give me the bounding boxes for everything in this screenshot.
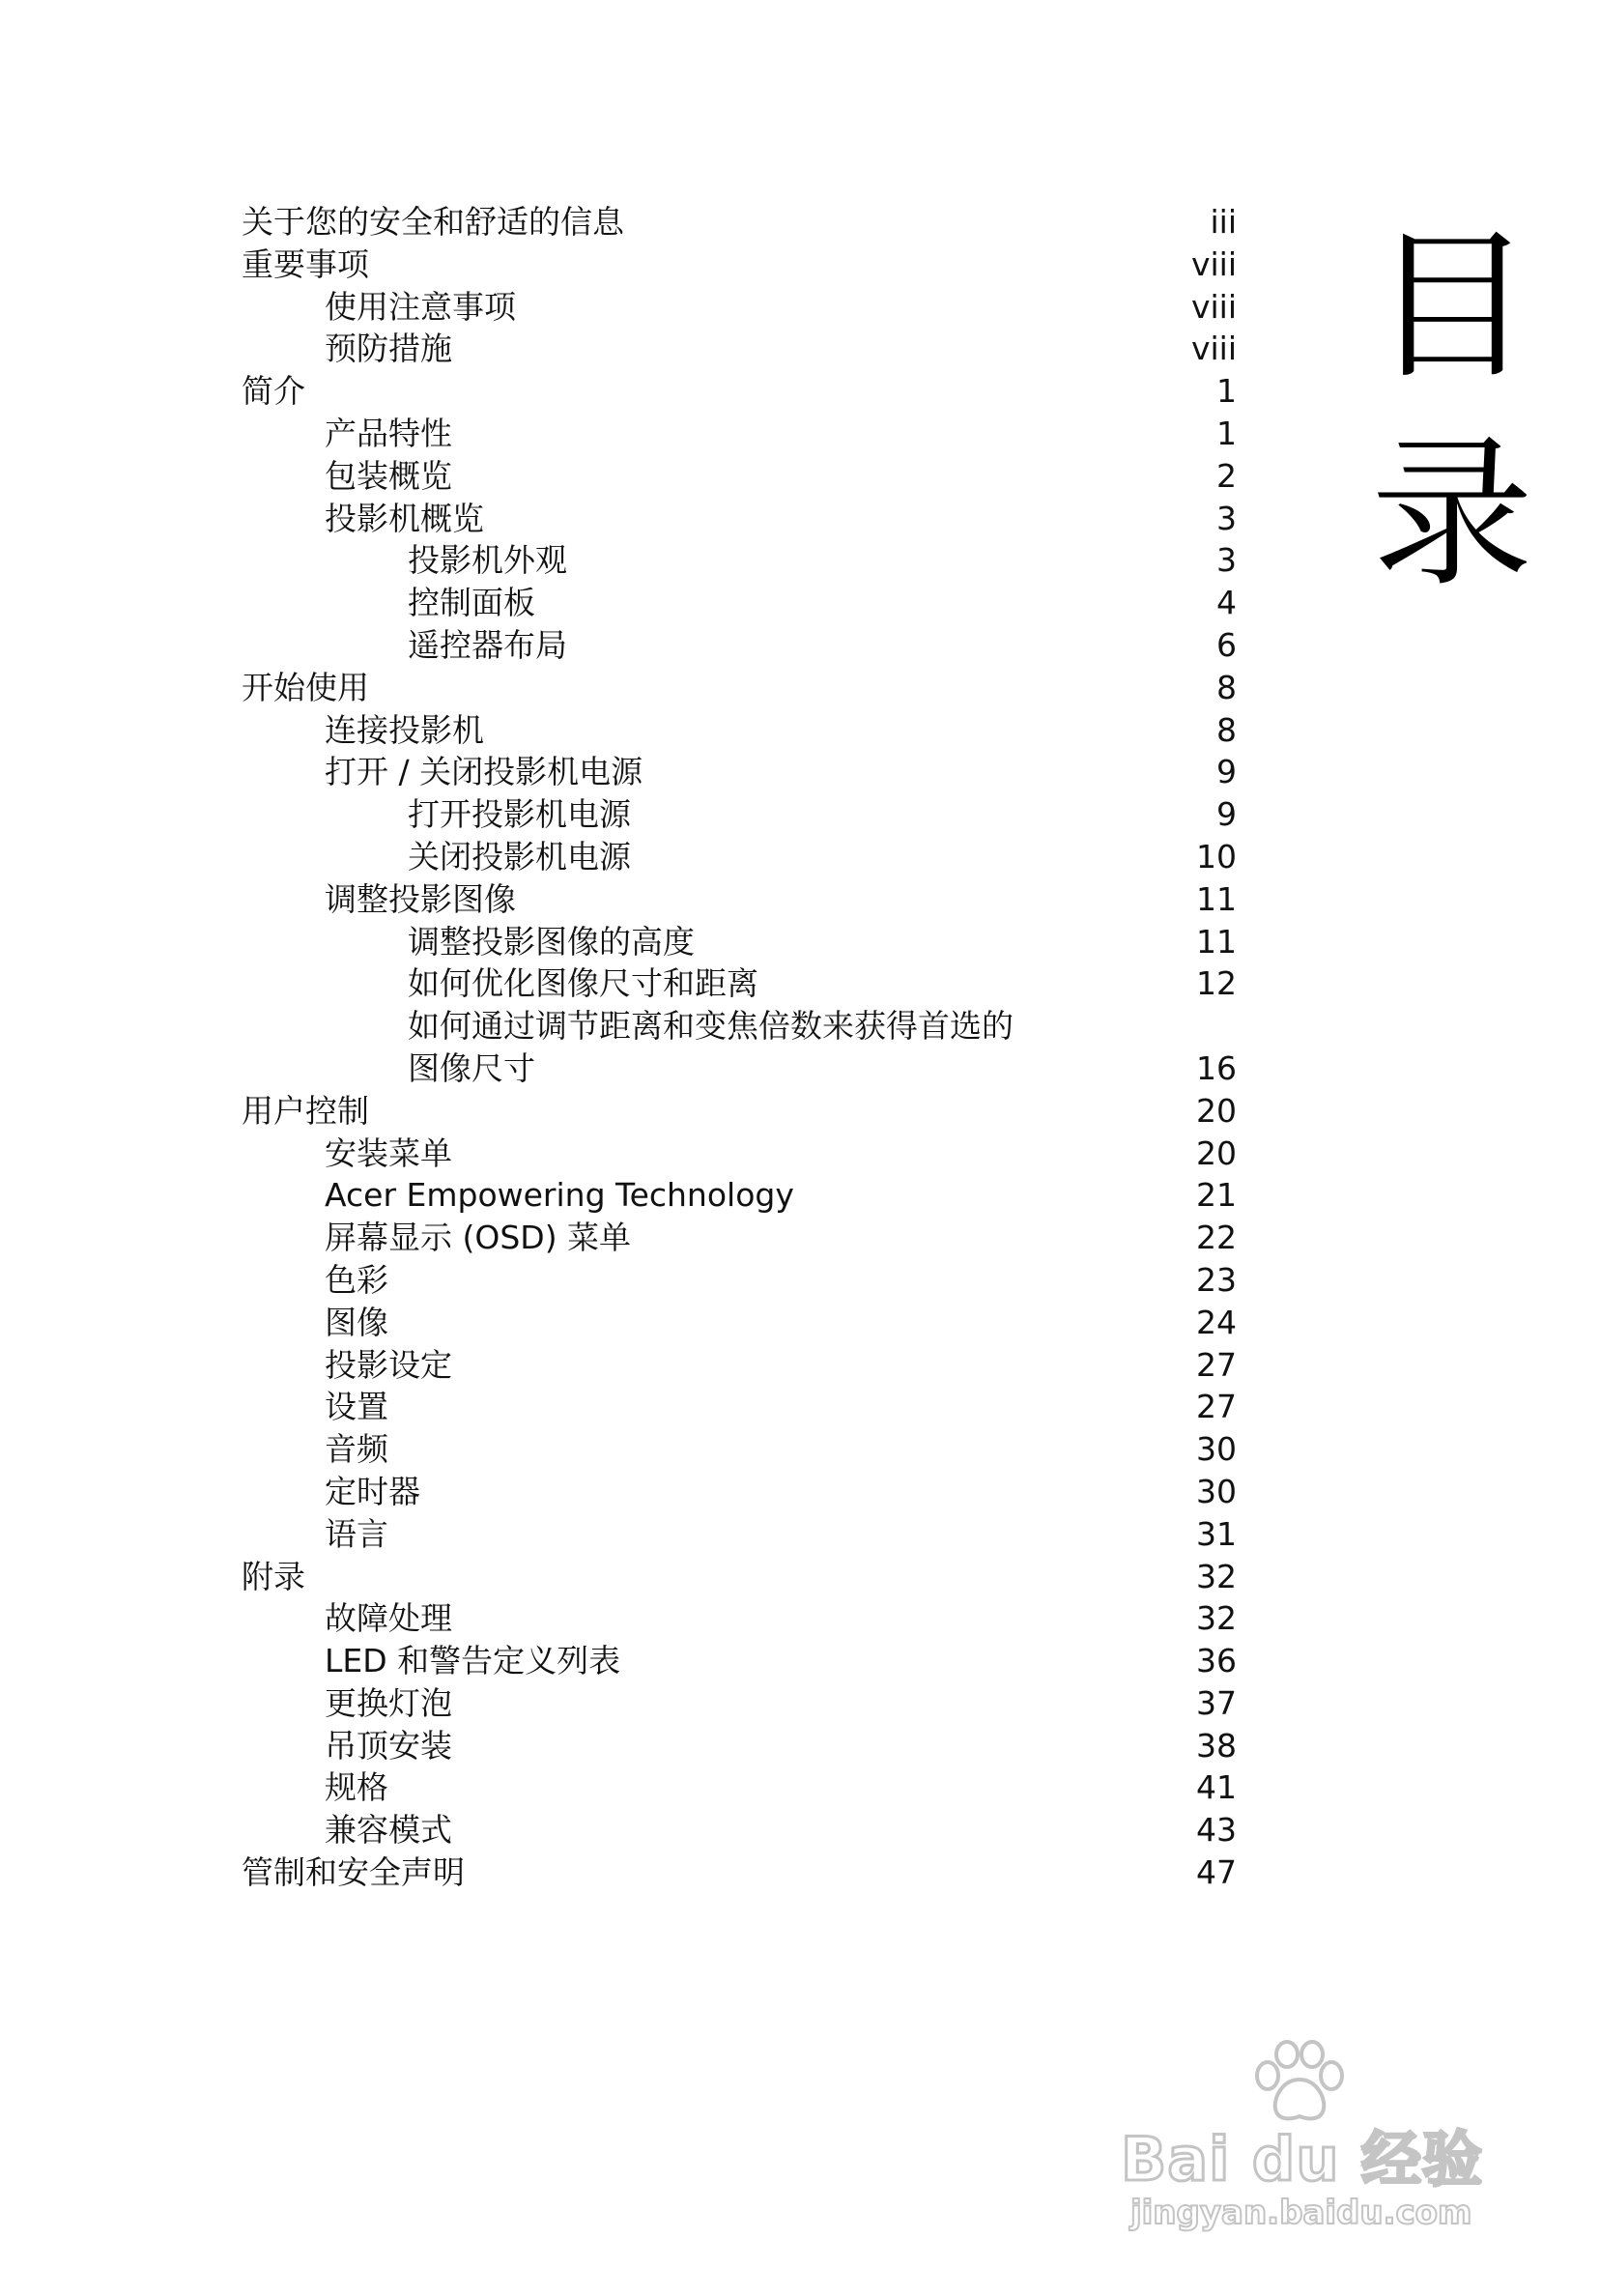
toc-entry-title: Acer Empowering Technology (325, 1176, 794, 1215)
toc-entry (242, 582, 1237, 624)
toc-entry-page: 31 (1196, 1514, 1237, 1553)
toc-entry (242, 1597, 1237, 1640)
toc-entry-title: 语言 (325, 1514, 388, 1553)
toc-entry-page: 43 (1196, 1811, 1237, 1850)
toc-entry-title: 色彩 (325, 1260, 388, 1299)
toc-heading (1360, 203, 1544, 618)
toc-entry-title: 产品特性 (325, 414, 452, 452)
toc-entry (242, 751, 1237, 793)
toc-entry-page: 30 (1196, 1430, 1237, 1469)
toc-entry-title: 简介 (242, 372, 305, 411)
toc-entry-title: 图像 (325, 1303, 388, 1341)
toc-entry-page: 27 (1196, 1388, 1237, 1426)
toc-entry-title: 故障处理 (325, 1599, 452, 1638)
toc-entry (242, 455, 1237, 498)
toc-entry-title: 投影机外观 (408, 541, 567, 580)
toc-entry (242, 1766, 1237, 1809)
toc-entry-title: 关于您的安全和舒适的信息 (242, 203, 624, 241)
toc-entry (242, 1428, 1237, 1471)
toc-entry-title: 打开 / 关闭投影机电源 (325, 753, 643, 791)
toc-entry-title: 音频 (325, 1430, 388, 1469)
toc-entry-title: 使用注意事项 (325, 287, 516, 326)
toc-entry-page: 12 (1196, 964, 1237, 1003)
watermark-brand: Bai du 经验 (1121, 2124, 1484, 2195)
toc-entry-title: 规格 (325, 1768, 388, 1807)
toc-entry-page: 38 (1196, 1726, 1237, 1765)
toc-entry-title: 管制和安全声明 (242, 1853, 465, 1892)
toc-entry-page: 20 (1196, 1091, 1237, 1130)
table-of-contents (242, 201, 1237, 1894)
toc-entry (242, 1682, 1237, 1725)
toc-entry-page: 37 (1196, 1683, 1237, 1722)
toc-entry-page: 2 (1216, 456, 1237, 495)
toc-entry (242, 962, 1237, 1005)
toc-entry-title: 控制面板 (408, 584, 535, 622)
toc-entry (242, 1259, 1237, 1302)
toc-entry-title: 开始使用 (242, 668, 369, 706)
toc-entry-title: 吊顶安装 (325, 1726, 452, 1765)
toc-entry (242, 244, 1237, 286)
toc-entry-title: 关闭投影机电源 (408, 837, 631, 875)
toc-entry-title: 遥控器布局 (408, 625, 567, 664)
toc-entry-page: viii (1190, 244, 1237, 283)
toc-entry-title: 兼容模式 (325, 1811, 452, 1850)
toc-entry (242, 709, 1237, 752)
toc-entry-page: 24 (1196, 1303, 1237, 1341)
toc-entry-page: viii (1190, 330, 1237, 368)
toc-entry-title: 打开投影机电源 (408, 795, 631, 834)
toc-entry-title: 定时器 (325, 1472, 420, 1510)
toc-entry-title: 包装概览 (325, 456, 452, 495)
toc-entry (242, 1344, 1237, 1387)
toc-entry-page: 41 (1196, 1768, 1237, 1807)
toc-entry (242, 1386, 1237, 1428)
toc-entry-title: 如何通过调节距离和变焦倍数来获得首选的 (408, 1007, 1014, 1046)
toc-entry-page: 21 (1196, 1176, 1237, 1215)
toc-entry (242, 539, 1237, 582)
toc-entry-page: 3 (1216, 541, 1237, 580)
toc-entry-page: 23 (1196, 1260, 1237, 1299)
toc-entry-title: 用户控制 (242, 1091, 369, 1130)
watermark-url: jingyan.baidu.com (1130, 2194, 1472, 2232)
toc-entry-page: iii (1210, 203, 1237, 241)
toc-entry-title: 如何优化图像尺寸和距离 (408, 964, 758, 1003)
toc-entry (242, 624, 1237, 667)
toc-heading-char-1: 目 (1371, 212, 1533, 401)
toc-entry-title: 屏幕显示 (OSD) 菜单 (325, 1219, 632, 1257)
toc-entry-page: 22 (1196, 1219, 1237, 1257)
toc-entry-title: LED 和警告定义列表 (325, 1642, 621, 1680)
toc-entry-page: 20 (1196, 1134, 1237, 1172)
toc-entry (242, 793, 1237, 836)
toc-entry (242, 1851, 1237, 1894)
toc-entry-title: 更换灯泡 (325, 1683, 452, 1722)
toc-entry (242, 370, 1237, 413)
toc-entry-page: 47 (1196, 1853, 1237, 1892)
toc-entry-page: 32 (1196, 1557, 1237, 1595)
toc-entry (242, 1090, 1237, 1133)
toc-entry-page: 32 (1196, 1599, 1237, 1638)
toc-entry (242, 1513, 1237, 1556)
toc-entry (242, 201, 1237, 244)
toc-entry-page: 1 (1216, 414, 1237, 452)
toc-entry (242, 836, 1237, 878)
toc-entry (242, 1471, 1237, 1513)
toc-entry-page: 11 (1196, 922, 1237, 961)
toc-entry-page: 9 (1216, 753, 1237, 791)
toc-entry-page: 6 (1216, 625, 1237, 664)
toc-entry (242, 286, 1237, 329)
toc-entry-page: 11 (1196, 879, 1237, 918)
toc-entry (242, 1005, 1237, 1048)
toc-entry (242, 498, 1237, 540)
toc-entry-title: 重要事项 (242, 244, 369, 283)
toc-entry (242, 413, 1237, 455)
toc-entry (242, 1217, 1237, 1259)
toc-entry-title: 图像尺寸 (408, 1048, 535, 1087)
toc-entry (242, 328, 1237, 370)
toc-entry-page: 1 (1216, 372, 1237, 411)
toc-entry (242, 1133, 1237, 1175)
toc-entry-page: 30 (1196, 1472, 1237, 1510)
toc-entry (242, 921, 1237, 963)
toc-entry-title: 连接投影机 (325, 710, 484, 749)
toc-entry-title: 投影设定 (325, 1345, 452, 1384)
baidu-watermark (1121, 2039, 1507, 2232)
toc-entry-page: 16 (1196, 1048, 1237, 1087)
toc-entry-title: 投影机概览 (325, 499, 484, 537)
toc-entry (242, 1174, 1237, 1217)
toc-entry (242, 1556, 1237, 1598)
toc-entry-page: 36 (1196, 1642, 1237, 1680)
toc-entry-title: 附录 (242, 1557, 305, 1595)
toc-entry-title: 设置 (325, 1388, 388, 1426)
toc-entry (242, 667, 1237, 709)
toc-heading-char-2: 录 (1371, 419, 1533, 609)
toc-entry (242, 1809, 1237, 1851)
toc-entry-title: 调整投影图像的高度 (408, 922, 695, 961)
toc-entry-page: viii (1190, 287, 1237, 326)
toc-entry-page: 27 (1196, 1345, 1237, 1384)
toc-entry-page: 4 (1216, 584, 1237, 622)
toc-entry (242, 1302, 1237, 1344)
toc-entry-page: 8 (1216, 668, 1237, 706)
toc-entry-page: 10 (1196, 837, 1237, 875)
toc-entry (242, 878, 1237, 921)
toc-entry-title: 安装菜单 (325, 1134, 452, 1172)
toc-entry-title: 预防措施 (325, 330, 452, 368)
toc-entry-page: 9 (1216, 795, 1237, 834)
toc-entry-title: 调整投影图像 (325, 879, 516, 918)
toc-entry-page: 8 (1216, 710, 1237, 749)
toc-entry (242, 1048, 1237, 1090)
toc-entry (242, 1640, 1237, 1682)
toc-entry (242, 1725, 1237, 1767)
toc-entry-page: 3 (1216, 499, 1237, 537)
